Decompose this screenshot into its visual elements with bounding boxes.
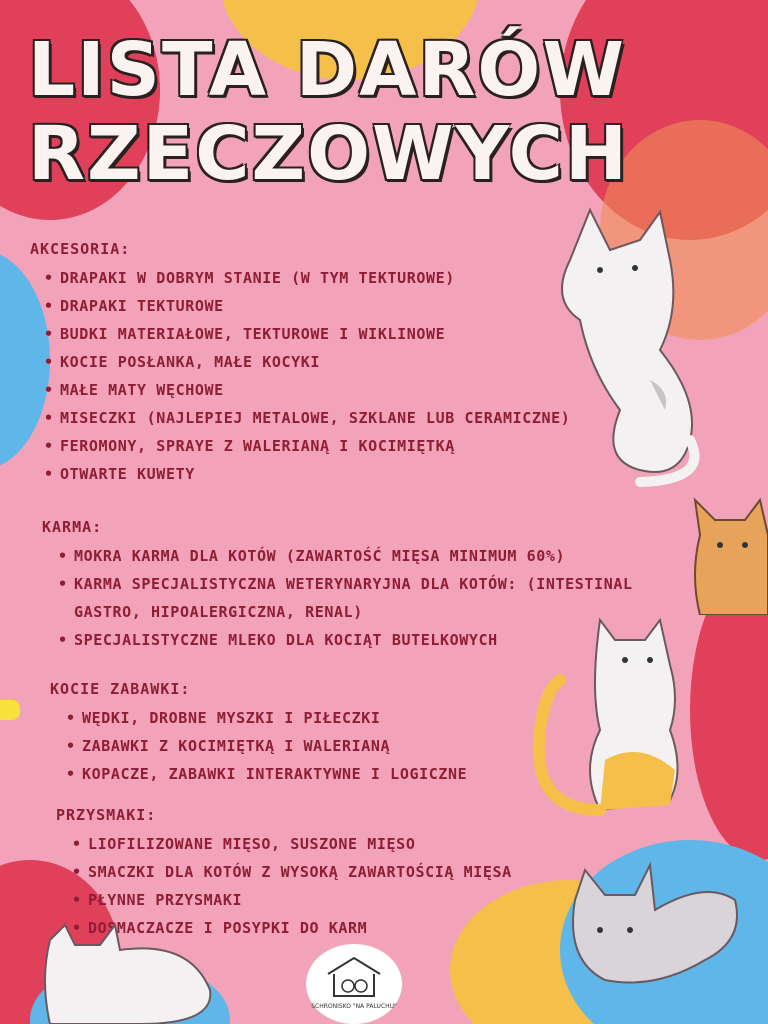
list-item: • BUDKI MATERIAŁOWE, TEKTUROWE I WIKLINOWE — [44, 325, 446, 343]
shelter-logo — [306, 944, 402, 1024]
cat-illustration-lying — [530, 200, 730, 490]
list-item: • SPECJALISTYCZNE MLEKO DLA KOCIĄT BUTELKOWYCH — [58, 631, 498, 649]
pushpin — [0, 700, 20, 720]
list-item: • ZABAWKI Z KOCIMIĘTKĄ I WALERIANĄ — [66, 737, 391, 755]
poster-title — [28, 28, 748, 196]
section-heading: KOCIE ZABAWKI: — [50, 680, 191, 698]
list-item: • FEROMONY, SPRAYE Z WALERIANĄ I KOCIMIĘTKĄ — [44, 437, 455, 455]
cat-illustration-bottom-right — [545, 840, 745, 1020]
section-heading: KARMA: — [42, 518, 103, 536]
logo-text: SCHRONISKO "NA PALUCHU" — [311, 1003, 397, 1010]
list-item: • DRAPAKI TEKTUROWE — [44, 297, 224, 315]
list-item: • LIOFILIZOWANE MIĘSO, SUSZONE MIĘSO — [72, 835, 416, 853]
list-item: • MAŁE MATY WĘCHOWE — [44, 381, 224, 399]
list-item: • DRAPAKI W DOBRYM STANIE (W TYM TEKTUROWE) — [44, 269, 455, 287]
cat-illustration-bottom-left — [40, 920, 220, 1024]
cat-illustration-sitting — [520, 610, 710, 830]
title-line-1: LISTA DARÓW — [28, 27, 626, 113]
list-item: • MOKRA KARMA DLA KOTÓW (ZAWARTOŚĆ MIĘSA MINIMUM 60%) — [58, 547, 566, 565]
title-line-2: RZECZOWYCH — [28, 111, 629, 197]
cat-illustration-orange-peek — [690, 495, 768, 615]
list-item: • KOPACZE, ZABAWKI INTERAKTYWNE I LOGICZNE — [66, 765, 468, 783]
list-item: • PŁYNNE PRZYSMAKI — [72, 891, 243, 909]
section-heading: PRZYSMAKI: — [56, 806, 157, 824]
list-item: • MISECZKI (NAJLEPIEJ METALOWE, SZKLANE LUB CERAMICZNE) — [44, 409, 571, 427]
list-item: • SMACZKI DLA KOTÓW Z WYSOKĄ ZAWARTOŚCIĄ MIĘSA — [72, 863, 512, 881]
list-item: • OTWARTE KUWETY — [44, 465, 195, 483]
list-item: • DOSMACZACZE I POSYPKI DO KARM — [72, 919, 368, 937]
list-item: • KOCIE POSŁANKA, MAŁE KOCYKI — [44, 353, 321, 371]
list-item: • KARMA SPECJALISTYCZNA WETERYNARYJNA DLA KOTÓW: (INTESTINAL GASTRO, HIPOALERGICZNA, RENAL) — [58, 575, 633, 621]
list-item: • WĘDKI, DROBNE MYSZKI I PIŁECZKI — [66, 709, 381, 727]
section-heading: AKCESORIA: — [30, 240, 131, 258]
house-cats-icon — [324, 954, 384, 998]
